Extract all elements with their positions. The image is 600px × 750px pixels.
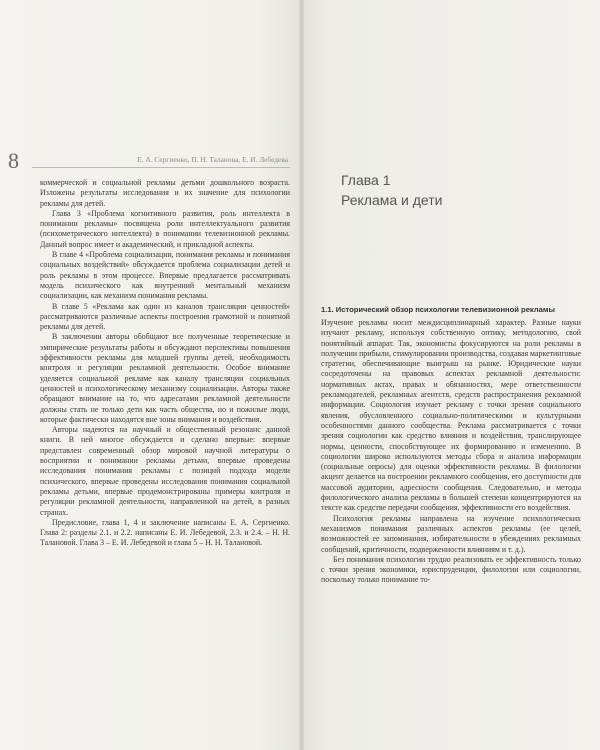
book-gutter	[299, 0, 304, 750]
paragraph: Психология рекламы направлена на изучение психологических механизмов понимания различных аспектов рекламы (ее целей, возможностей ее запоминания, избирательности в убеждениях рекламных сообщений, критичности, подверженности влияниям и т. д.).	[321, 513, 581, 554]
paragraph: В главе 5 «Реклама как один из каналов трансляции ценностей» рассматриваются различные аспекты построения грамотной и понятной рекламы для детей.	[40, 301, 290, 332]
paragraph: Глава 3 «Проблема когнитивного развития, роль интеллекта в понимании рекламы» посвящена роли интеллектуального развития (психометрического интеллекта) в понимании телевизионной рекламы. Данный вопрос имеет и академический, и прикладной аспекты.	[40, 208, 290, 249]
header-rule	[32, 167, 290, 168]
left-page-body	[40, 178, 290, 549]
paragraph: Предисловие, глава 1, 4 и заключение написаны Е. А. Сергиенко. Глава 2: разделы 2.1. и 2.2. написаны Е. И. Лебедевой, 2.3. и 2.4. – Н. Н. Талановой. Глава 3 – Е. И. Лебедевой и глава 5 – Н. Н. Талановой.	[40, 517, 290, 548]
chapter-title: Реклама и дети	[341, 192, 443, 208]
paragraph: В главе 4 «Проблема социализации, понимания рекламы и понимания социальных воздействий» обсуждается проблема социализации детей и роль рекламы в этом процессе. Впервые предлагается рассматривать модель психического как внутренний ментальный механизм социализации, как механизм понимания рекламы.	[40, 250, 290, 301]
right-page-body	[321, 318, 581, 586]
chapter-label: Глава 1	[341, 172, 391, 188]
paragraph: Авторы надеются на научный и общественный резонанс данной книги. В ней многое обсуждается и сделано впервые: впервые представлен современный обзор мировой научной литературы о восприятии и понимании рекламы детьми, впервые проведены исследования понимания рекламы с позиций подхода модели психического, впервые проведены исследования понимания социальной рекламы детьми, впервые продемонстрированы примеры контроля и регуляции рекламной деятельности, направленной на детей, в разных странах.	[40, 425, 290, 517]
paragraph: В заключении авторы обобщают все полученные теоретические и эмпирические результаты работы и обсуждают перспективы повышения эффективности рекламы для младшей группы детей, необходимость контроля и регуляции рекламной деятельности. Особое внимание уделяется социальной рекламе как каналу трансляции социальных ценностей и психологическому механизму социализации. Авторы также обращают внимание на то, что адресатами рекламной деятельности должны стать не только дети как часть общества, но и пожилые люди, которые фактически находятся вне зоны внимания и воздействия.	[40, 332, 290, 424]
paragraph: Изучение рекламы носит междисциплинарный характер. Разные науки изучают рекламу, используя собственную оптику, методологию, свой понятийный аппарат. Так, экономисты фокусируются на роли рекламы в получении прибыли, стимулировании производства, создавая маркетинговые стратегии, обеспечивающие выигрыш на рынке. Юридические науки сосредоточены на правовых аспектах рекламной деятельности: нормативных актах, правах и обязанностях, мере ответственности рекламодателей, рекламных агентств, средств распространения рекламной информации. Социология изучает рекламу с точки зрения социального явления, обусловленного социально-политическими и культурными особенностями данного сообщества. Реклама рассматривается с точки зрения социологии как средство влияния и воздействия, транслирующее нормы, ценности, способствующее их формированию и изменению. В социологии широко используются методы сбора и анализа информации (социальные опросы) для оценки эффективности рекламы. В филологии акцент делается на построении рекламного сообщения, его доступности для массовой аудитории, адресности сообщения. Следовательно, и методы филологического анализа рекламы в большей степени концентрируются на тексте как средстве передачи сообщения, эффективности его воздействия.	[321, 318, 581, 513]
page-number: 8	[8, 148, 19, 173]
section-heading: 1.1. Исторический обзор психологии телевизионной рекламы	[321, 305, 555, 314]
paragraph: Без понимания психологии трудно реализовать ее эффективность только с точки зрения экономики, юриспруденции, филологии или социологии, поскольку только понимание то-	[321, 554, 581, 585]
paragraph: коммерческой и социальной рекламы детьми дошкольного возраста. Изложены результаты исследования и их значение для психологии рекламы для детей.	[40, 178, 290, 208]
running-head: Е. А. Сергиенко, П. Н. Таланова, Е. И. Лебедева	[137, 155, 288, 164]
